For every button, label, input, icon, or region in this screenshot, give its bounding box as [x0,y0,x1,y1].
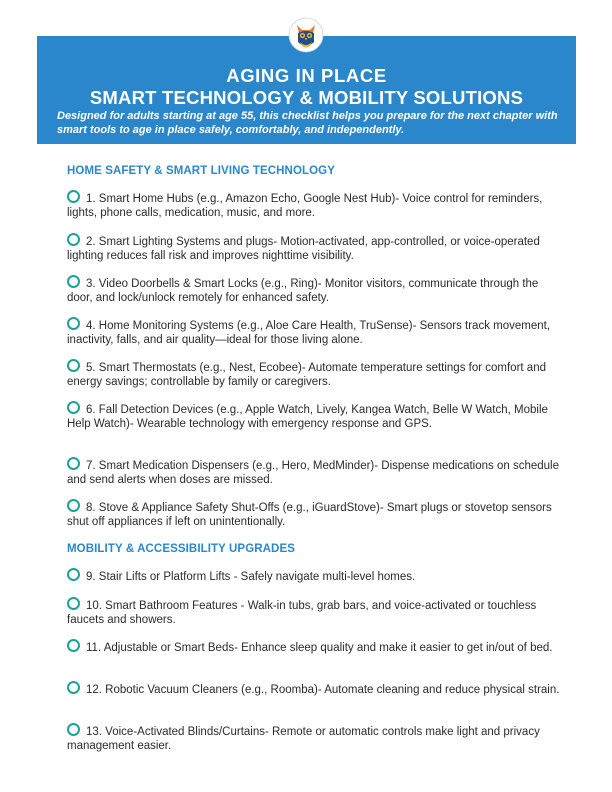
checklist-item[interactable] [67,723,567,753]
checkbox-circle-icon[interactable] [67,597,80,610]
checklist-item[interactable] [67,568,567,584]
checkbox-circle-icon[interactable] [67,401,80,414]
checkbox-circle-icon[interactable] [67,275,80,288]
section-heading-home-safety: HOME SAFETY & SMART LIVING TECHNOLOGY [67,165,335,177]
checkbox-circle-icon[interactable] [67,639,80,652]
section-heading-mobility: MOBILITY & ACCESSIBILITY UPGRADES [67,543,295,555]
checklist-item[interactable] [67,190,567,220]
owl-logo-icon [288,17,324,53]
page-title: AGING IN PLACE [226,65,387,86]
checklist-item[interactable] [67,597,567,627]
checkbox-circle-icon[interactable] [67,681,80,694]
checkbox-circle-icon[interactable] [67,317,80,330]
checklist-item[interactable] [67,359,567,389]
checklist-item-text: 7. Smart Medication Dispensers (e.g., Hero, MedMinder)- Dispense medications on schedule and send alerts when doses are missed. [67,460,559,486]
checkbox-circle-icon[interactable] [67,233,80,246]
checklist-item-text: 11. Adjustable or Smart Beds- Enhance sleep quality and make it easier to get in/out of bed. [86,642,553,654]
checkbox-circle-icon[interactable] [67,568,80,581]
page-subtitle-heading: SMART TECHNOLOGY & MOBILITY SOLUTIONS [89,87,524,108]
checklist-item-text: 9. Stair Lifts or Platform Lifts - Safely navigate multi-level homes. [86,571,416,583]
checklist-item[interactable] [67,639,567,655]
checklist-item[interactable] [67,681,567,697]
checklist-item-text: 3. Video Doorbells & Smart Locks (e.g., Ring)- Monitor visitors, communicate through the door, and lock/unlock remotely for enhanced safety. [67,278,539,304]
checklist-item-text: 12. Robotic Vacuum Cleaners (e.g., Roomba)- Automate cleaning and reduce physical strain. [86,684,560,696]
checklist-item-text: 10. Smart Bathroom Features - Walk-in tubs, grab bars, and voice-activated or touchless faucets and showers. [67,600,537,626]
checklist-item[interactable] [67,499,567,529]
checklist-item-text: 4. Home Monitoring Systems (e.g., Aloe Care Health, TruSense)- Sensors track movement, inactivity, falls, and air quality—ideal for those living alone. [67,320,551,346]
checklist-item-text: 6. Fall Detection Devices (e.g., Apple Watch, Lively, Kangea Watch, Belle W Watch, Mobile Help Watch)- Wearable technology with emergency response and GPS. [67,404,548,430]
checklist-item-text: 8. Stove & Appliance Safety Shut-Offs (e.g., iGuardStove)- Smart plugs or stovetop sensors shut off appliances if left on unintentionally. [67,502,552,528]
checklist-item-text: 5. Smart Thermostats (e.g., Nest, Ecobee)- Automate temperature settings for comfort and energy savings; controllable by family or caregivers. [67,362,546,388]
page-description: Designed for adults starting at age 55, this checklist helps you prepare for the next chapter with smart tools to age in place safely, comfortably, and independently. [57,110,558,136]
checklist-item-text: 2. Smart Lighting Systems and plugs- Motion-activated, app-controlled, or voice-operated lighting reduces fall risk and improves nighttime visibility. [67,236,540,262]
checkbox-circle-icon[interactable] [67,457,80,470]
checkbox-circle-icon[interactable] [67,723,80,736]
checkbox-circle-icon[interactable] [67,190,80,203]
checklist-item[interactable] [67,317,567,347]
checklist-item[interactable] [67,275,567,305]
checklist-item-text: 13. Voice-Activated Blinds/Curtains- Remote or automatic controls make light and privacy management easier. [67,726,540,752]
checklist-item-text: 1. Smart Home Hubs (e.g., Amazon Echo, Google Nest Hub)- Voice control for reminders, lights, phone calls, medication, music, and more. [67,193,543,219]
checklist-item[interactable] [67,457,567,487]
checkbox-circle-icon[interactable] [67,359,80,372]
checkbox-circle-icon[interactable] [67,499,80,512]
checklist-item[interactable] [67,233,567,263]
checklist-item[interactable] [67,401,567,431]
